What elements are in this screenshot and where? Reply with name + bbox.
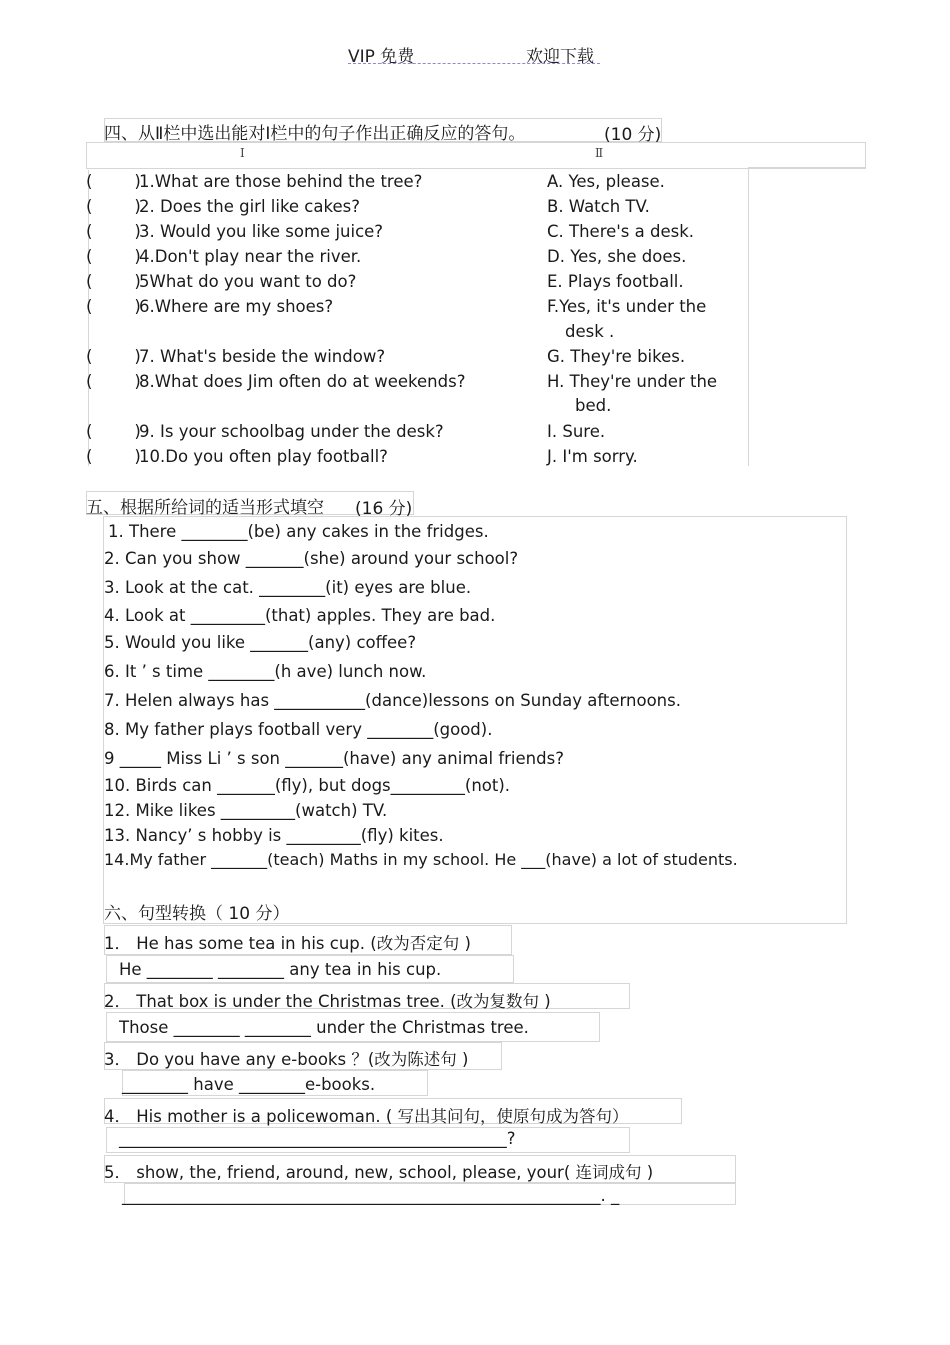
section5-title: 五、根据所给词的适当形式填空 bbox=[86, 498, 324, 518]
question-10: 10.Do you often play football? bbox=[139, 447, 388, 466]
answer-a: A. Yes, please. bbox=[547, 172, 665, 191]
column-1-label: Ⅰ bbox=[240, 146, 245, 160]
transform-4-answer: _______________________________________________? bbox=[119, 1129, 516, 1148]
transform-2-answer: Those ________ ________ under the Christmas tree. bbox=[119, 1018, 529, 1037]
header-left: VIP 免费 bbox=[348, 47, 415, 67]
fill-in-item-12: 12. Mike likes _________(watch) TV. bbox=[104, 801, 388, 820]
question-5-paren: ( ) bbox=[86, 272, 141, 291]
answer-h: H. They're under the bbox=[547, 372, 718, 391]
answer-d: D. Yes, she does. bbox=[547, 247, 687, 266]
fill-in-item-1: 1. There ________(be) any cakes in the fridges. bbox=[108, 522, 489, 541]
answer-j: J. I'm sorry. bbox=[547, 447, 638, 466]
fill-in-item-4: 4. Look at _________(that) apples. They are bad. bbox=[104, 606, 496, 625]
section4-score: (10 分) bbox=[604, 125, 662, 145]
question-3-paren: ( ) bbox=[86, 222, 141, 241]
answer-g: G. They're bikes. bbox=[547, 347, 686, 366]
question-7: 7. What's beside the window? bbox=[139, 347, 386, 366]
question-9: 9. Is your schoolbag under the desk? bbox=[139, 422, 444, 441]
answer-b: B. Watch TV. bbox=[547, 197, 650, 216]
answer-c: C. There's a desk. bbox=[547, 222, 695, 241]
question-6-paren: ( ) bbox=[86, 297, 141, 316]
question-6: 6.Where are my shoes? bbox=[139, 297, 334, 316]
transform-3-answer: ________ have ________e-books. bbox=[122, 1075, 376, 1094]
right-rule bbox=[748, 168, 749, 466]
transform-5-prompt: 5． show, the, friend, around, new, school, please, your( 连词成句 ) bbox=[104, 1163, 654, 1182]
fill-in-item-3: 3. Look at the cat. ________(it) eyes are blue. bbox=[104, 578, 472, 597]
fill-in-item-2: 2. Can you show _______(she) around your school? bbox=[104, 549, 519, 568]
section4-title: 四、从Ⅱ栏中选出能对Ⅰ栏中的句子作出正确反应的答句。 bbox=[104, 124, 526, 144]
question-10-paren: ( ) bbox=[86, 447, 141, 466]
fill-in-item-14: 14.My father _______(teach) Maths in my school. He ___(have) a lot of students. bbox=[104, 850, 738, 869]
fill-in-item-7: 7. Helen always has ___________(dance)lessons on Sunday afternoons. bbox=[104, 691, 681, 710]
section6-title: 六、句型转换（ 10 分） bbox=[104, 904, 290, 924]
answer-f: F.Yes, it's under the bbox=[547, 297, 707, 316]
question-4-paren: ( ) bbox=[86, 247, 141, 266]
right-rule-top bbox=[748, 167, 866, 169]
question-4: 4.Don't play near the river. bbox=[139, 247, 362, 266]
question-5: 5What do you want to do? bbox=[139, 272, 357, 291]
transform-2-prompt: 2． That box is under the Christmas tree. (改为复数句 ) bbox=[104, 992, 551, 1011]
answer-h-cont: bed. bbox=[575, 396, 612, 415]
transform-5-answer: __________________________________________________________. _ bbox=[122, 1186, 620, 1205]
question-1: 1.What are those behind the tree? bbox=[139, 172, 423, 191]
question-3: 3. Would you like some juice? bbox=[139, 222, 384, 241]
fill-in-item-6: 6. It ’ s time ________(h ave) lunch now. bbox=[104, 662, 427, 681]
answer-e: E. Plays football. bbox=[547, 272, 684, 291]
transform-4-prompt: 4． His mother is a policewoman. ( 写出其问句，使原句成为答句） bbox=[104, 1107, 629, 1126]
question-1-paren: ( ) bbox=[86, 172, 141, 191]
fill-in-item-13: 13. Nancy’ s hobby is _________(fly) kites. bbox=[104, 826, 444, 845]
section4-column-header-frame bbox=[86, 142, 866, 169]
question-7-paren: ( ) bbox=[86, 347, 141, 366]
question-2-paren: ( ) bbox=[86, 197, 141, 216]
transform-1-answer: He ________ ________ any tea in his cup. bbox=[119, 960, 442, 979]
question-8: 8.What does Jim often do at weekends? bbox=[139, 372, 466, 391]
answer-f-cont: desk . bbox=[565, 322, 615, 341]
transform-3-prompt: 3． Do you have any e-books ？(改为陈述句 ) bbox=[104, 1050, 469, 1069]
answer-i: I. Sure. bbox=[547, 422, 606, 441]
question-8-paren: ( ) bbox=[86, 372, 141, 391]
question-9-paren: ( ) bbox=[86, 422, 141, 441]
section5-score: (16 分) bbox=[355, 499, 413, 519]
fill-in-item-10: 10. Birds can _______(fly), but dogs_________(not). bbox=[104, 776, 511, 795]
transform-1-prompt: 1． He has some tea in his cup. (改为否定句 ) bbox=[104, 934, 471, 953]
fill-in-item-8: 8. My father plays football very ________(good). bbox=[104, 720, 493, 739]
column-2-label: Ⅱ bbox=[595, 146, 604, 160]
fill-in-item-9: 9 _____ Miss Li ’ s son _______(have) any animal friends? bbox=[104, 749, 564, 768]
header-underline bbox=[348, 63, 600, 64]
question-2: 2. Does the girl like cakes? bbox=[139, 197, 360, 216]
fill-in-item-5: 5. Would you like _______(any) coffee? bbox=[104, 633, 417, 652]
header-right: 欢迎下载 bbox=[526, 47, 594, 67]
